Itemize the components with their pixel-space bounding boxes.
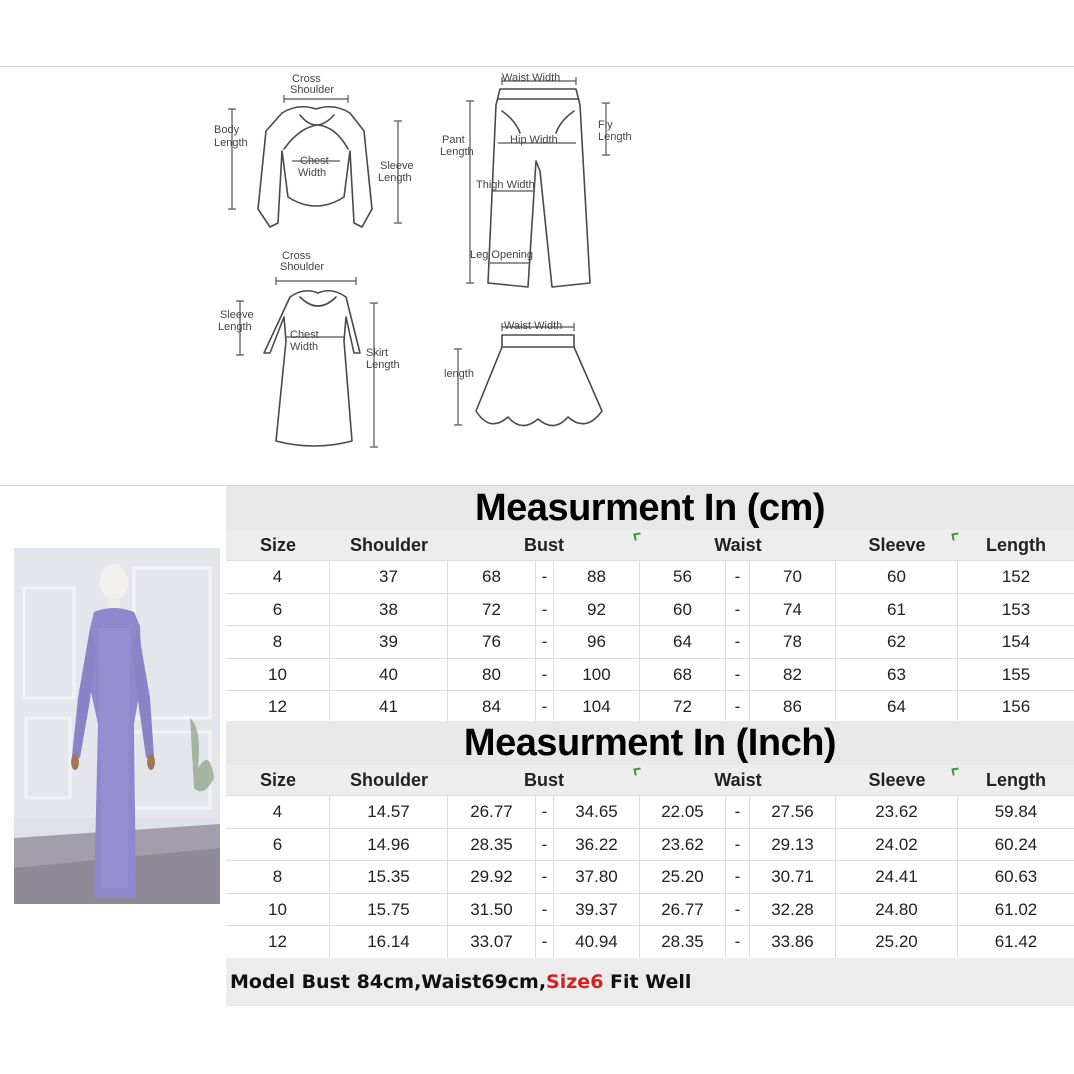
cell-waist-max: 74	[750, 594, 836, 626]
dress-skirt-label-1: Skirt	[366, 347, 388, 359]
cell-sleeve: 62	[836, 626, 958, 658]
cell-waist-min: 72	[640, 691, 726, 723]
table-row	[226, 593, 1074, 626]
product-photo	[14, 548, 220, 904]
cell-sleeve: 60	[836, 561, 958, 593]
cell-bust-max: 88	[554, 561, 640, 593]
garment-sketches	[0, 67, 1074, 485]
table-row	[226, 795, 1074, 828]
inch-table-body	[226, 795, 1074, 958]
cm-table-body	[226, 560, 1074, 723]
cell-waist-min: 64	[640, 626, 726, 658]
cm-size-table	[226, 486, 1074, 723]
pants-leg-label: Leg Opening	[470, 249, 533, 261]
cell-waist-min: 25.20	[640, 861, 726, 893]
skirt-sketch	[444, 320, 602, 426]
cell-shoulder: 15.75	[330, 894, 448, 926]
range-dash: -	[726, 594, 750, 626]
cell-waist-min: 26.77	[640, 894, 726, 926]
cell-bust-min: 33.07	[448, 926, 536, 958]
cell-size: 4	[226, 561, 330, 593]
cell-length: 154	[1001, 632, 1031, 651]
cell-waist-min: 68	[640, 659, 726, 691]
range-dash: -	[536, 861, 554, 893]
pants-thigh-label: Thigh Width	[476, 179, 535, 191]
cell-length: 156	[1001, 697, 1031, 716]
cell-bust-max: 36.22	[554, 829, 640, 861]
cell-bust-min: 72	[448, 594, 536, 626]
dress-cross-label-2: Shoulder	[280, 261, 325, 273]
header-bust: Bust	[524, 535, 564, 555]
pants-length-label-2: Length	[440, 146, 474, 158]
cell-waist-min: 23.62	[640, 829, 726, 861]
cell-length: 61.02	[994, 899, 1038, 919]
tick-mark-icon	[633, 767, 641, 775]
top-body-label-1: Body	[214, 124, 240, 136]
model-dress-image	[14, 548, 220, 904]
cell-waist-max: 30.71	[750, 861, 836, 893]
header-length: Length	[986, 770, 1046, 790]
tick-mark-icon	[951, 532, 959, 540]
range-dash: -	[726, 796, 750, 828]
cell-shoulder: 16.14	[330, 926, 448, 958]
header-sleeve: Sleeve	[868, 770, 926, 790]
range-dash: -	[726, 894, 750, 926]
header-bust: Bust	[524, 770, 564, 790]
cell-bust-min: 68	[448, 561, 536, 593]
cell-sleeve: 23.62	[836, 796, 958, 828]
dress-chest-label-2: Width	[290, 341, 319, 353]
cell-shoulder: 15.35	[330, 861, 448, 893]
pants-waist-label: Waist Width	[502, 72, 561, 84]
dress-skirt-label-2: Length	[366, 359, 400, 371]
pants-hip-label: Hip Width	[510, 134, 558, 146]
cell-bust-max: 96	[554, 626, 640, 658]
cell-waist-max: 27.56	[750, 796, 836, 828]
cell-bust-min: 84	[448, 691, 536, 723]
range-dash: -	[726, 561, 750, 593]
table-row	[226, 560, 1074, 593]
range-dash: -	[536, 691, 554, 723]
cm-table-title: Measurment In (cm)	[226, 486, 1074, 530]
table-row	[226, 828, 1074, 861]
cell-waist-max: 78	[750, 626, 836, 658]
top-sleeve-label-2: Length	[378, 172, 412, 184]
range-dash: -	[726, 829, 750, 861]
range-dash: -	[536, 796, 554, 828]
table-row	[226, 925, 1074, 958]
dress-sleeve-label-1: Sleeve	[220, 309, 254, 321]
inch-table-title: Measurment In (Inch)	[226, 721, 1074, 765]
cell-bust-min: 26.77	[448, 796, 536, 828]
range-dash: -	[726, 861, 750, 893]
cell-waist-min: 60	[640, 594, 726, 626]
cell-length: 60.24	[994, 834, 1038, 854]
pants-fly-label-1: Fly	[598, 119, 613, 131]
cell-size: 12	[226, 926, 330, 958]
note-size-highlight: Size6	[546, 971, 604, 993]
range-dash: -	[726, 659, 750, 691]
dress-chest-label-1: Chest	[290, 329, 319, 341]
header-size: Size	[259, 535, 297, 555]
note-suffix: Fit Well	[603, 971, 692, 993]
top-chest-label-1: Chest	[300, 155, 329, 167]
cell-waist-max: 82	[750, 659, 836, 691]
cell-waist-max: 86	[750, 691, 836, 723]
range-dash: -	[536, 829, 554, 861]
cell-shoulder: 39	[330, 626, 448, 658]
header-shoulder: Shoulder	[349, 535, 428, 555]
cell-waist-max: 32.28	[750, 894, 836, 926]
table-row	[226, 658, 1074, 691]
cell-bust-min: 28.35	[448, 829, 536, 861]
range-dash: -	[536, 894, 554, 926]
header-length: Length	[986, 535, 1046, 555]
cell-length: 153	[1001, 599, 1031, 619]
table-row	[226, 860, 1074, 893]
table-row	[226, 625, 1074, 658]
header-sleeve: Sleeve	[868, 535, 926, 555]
skirt-length-label: length	[444, 368, 474, 380]
header-shoulder: Shoulder	[349, 770, 428, 790]
cell-shoulder: 40	[330, 659, 448, 691]
cell-bust-min: 76	[448, 626, 536, 658]
cell-size: 12	[226, 691, 330, 723]
pants-sketch	[440, 72, 632, 287]
note-prefix: Model Bust 84cm,Waist69cm,	[230, 971, 547, 993]
cell-size: 4	[226, 796, 330, 828]
header-waist: Waist	[714, 770, 762, 790]
table-row	[226, 893, 1074, 926]
tick-mark-icon	[633, 532, 641, 540]
header-waist: Waist	[714, 535, 762, 555]
measurement-diagrams	[0, 66, 1074, 486]
range-dash: -	[536, 561, 554, 593]
inch-size-table	[226, 721, 1074, 958]
cell-length: 59.84	[994, 802, 1038, 821]
top-cross-label-1: Cross	[292, 73, 321, 85]
cell-size: 8	[226, 626, 330, 658]
cell-shoulder: 14.96	[330, 829, 448, 861]
cell-sleeve: 24.80	[836, 894, 958, 926]
top-cross-label-2: Shoulder	[290, 84, 335, 96]
cell-length: 152	[1001, 567, 1031, 586]
cell-bust-max: 40.94	[554, 926, 640, 958]
range-dash: -	[726, 626, 750, 658]
cell-sleeve: 24.02	[836, 829, 958, 861]
cell-waist-max: 70	[750, 561, 836, 593]
inch-table-header	[226, 765, 1074, 795]
model-fit-note	[226, 958, 1074, 1006]
cell-bust-max: 100	[554, 659, 640, 691]
dress-sleeve-label-2: Length	[218, 321, 252, 333]
cell-length: 155	[1001, 664, 1031, 684]
top-sleeve-label-1: Sleeve	[380, 160, 414, 172]
cell-waist-min: 22.05	[640, 796, 726, 828]
top-body-label-2: Length	[214, 137, 248, 149]
cell-bust-max: 39.37	[554, 894, 640, 926]
cell-shoulder: 41	[330, 691, 448, 723]
table-row	[226, 690, 1074, 723]
cm-table-header	[226, 530, 1074, 560]
top-chest-label-2: Width	[298, 167, 327, 179]
cell-length: 60.63	[994, 867, 1038, 886]
cell-length: 61.42	[994, 932, 1038, 951]
range-dash: -	[726, 926, 750, 958]
cell-waist-min: 56	[640, 561, 726, 593]
cell-size: 6	[226, 594, 330, 626]
cell-waist-max: 33.86	[750, 926, 836, 958]
range-dash: -	[536, 626, 554, 658]
cell-size: 10	[226, 659, 330, 691]
cell-shoulder: 14.57	[330, 796, 448, 828]
dress-sketch	[218, 250, 400, 447]
cell-bust-max: 104	[554, 691, 640, 723]
cell-size: 8	[226, 861, 330, 893]
pants-fly-label-2: Length	[598, 131, 632, 143]
range-dash: -	[536, 594, 554, 626]
cell-bust-min: 31.50	[448, 894, 536, 926]
dress-cross-label-1: Cross	[282, 250, 311, 262]
header-size: Size	[259, 770, 297, 790]
range-dash: -	[536, 659, 554, 691]
cell-sleeve: 64	[836, 691, 958, 723]
top-sketch	[214, 73, 414, 227]
cell-bust-min: 29.92	[448, 861, 536, 893]
cell-shoulder: 37	[330, 561, 448, 593]
cell-sleeve: 25.20	[836, 926, 958, 958]
range-dash: -	[726, 691, 750, 723]
pants-length-label-1: Pant	[442, 134, 465, 146]
skirt-waist-label: Waist Width	[504, 320, 563, 332]
cell-sleeve: 61	[836, 594, 958, 626]
cell-size: 6	[226, 829, 330, 861]
cell-waist-min: 28.35	[640, 926, 726, 958]
cell-size: 10	[226, 894, 330, 926]
tick-mark-icon	[951, 767, 959, 775]
cell-bust-max: 34.65	[554, 796, 640, 828]
cell-waist-max: 29.13	[750, 829, 836, 861]
cell-sleeve: 63	[836, 659, 958, 691]
cell-bust-max: 92	[554, 594, 640, 626]
cell-bust-max: 37.80	[554, 861, 640, 893]
cell-sleeve: 24.41	[836, 861, 958, 893]
cell-bust-min: 80	[448, 659, 536, 691]
cell-shoulder: 38	[330, 594, 448, 626]
range-dash: -	[536, 926, 554, 958]
